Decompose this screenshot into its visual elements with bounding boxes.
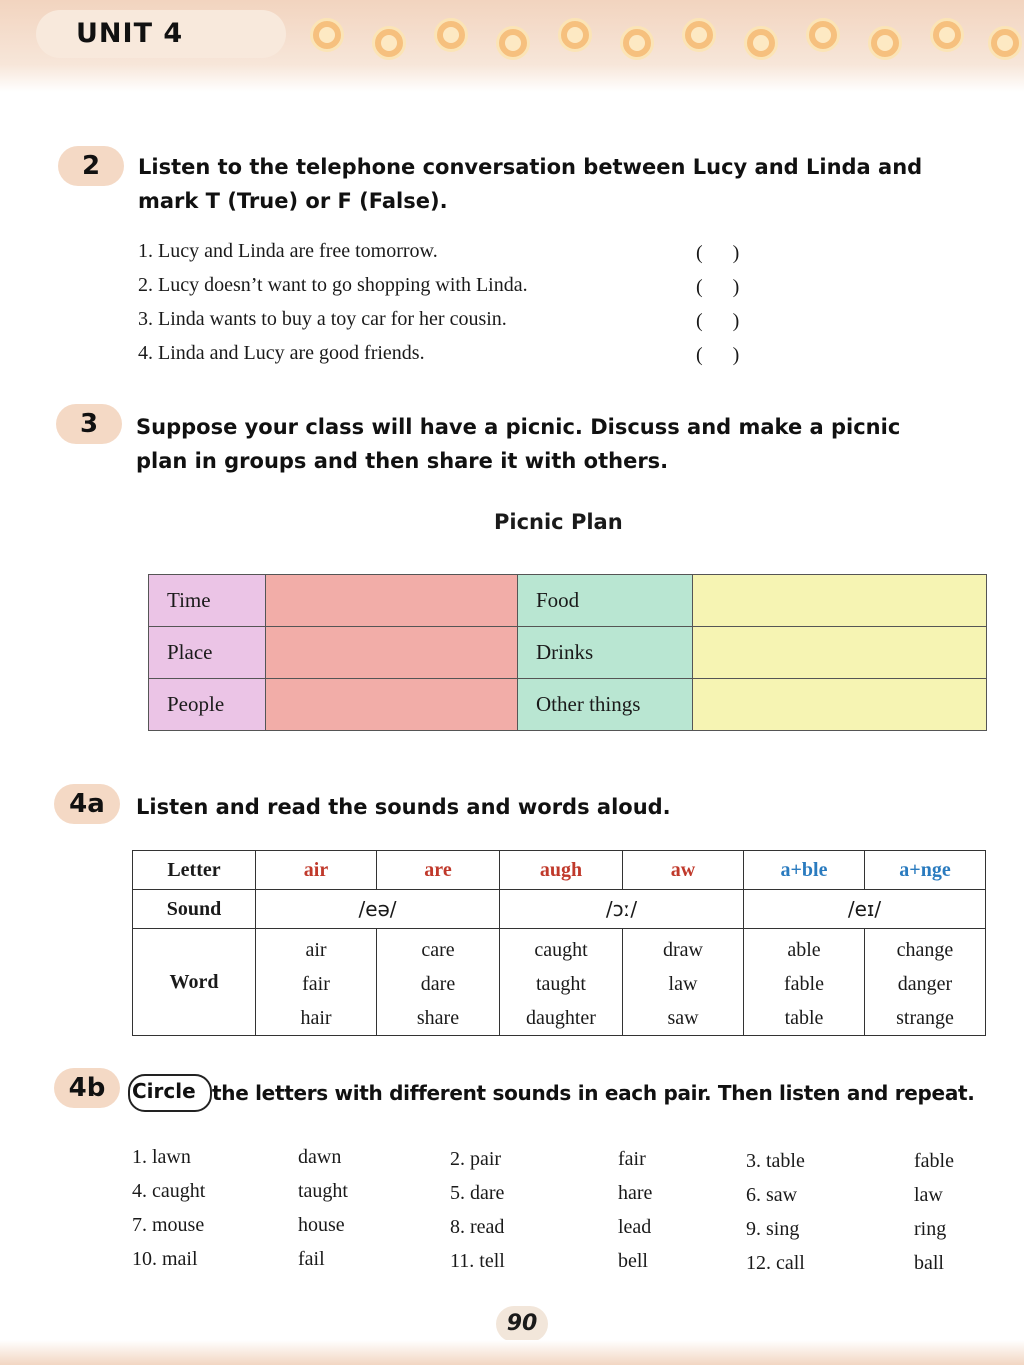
picnic-plan-table — [148, 574, 987, 731]
plan-input-cell[interactable] — [266, 575, 518, 627]
plan-label-place: Place — [149, 627, 266, 679]
word: change — [896, 939, 954, 961]
word: care — [421, 939, 455, 961]
statement-item: 3. Linda wants to buy a toy car for her cousin. — [138, 308, 507, 330]
spelling-aw: aw — [623, 851, 744, 890]
word: fable — [784, 973, 824, 995]
pair-word[interactable]: 6. saw — [746, 1184, 798, 1206]
statement-item: 2. Lucy doesn’t want to go shopping with Linda. — [138, 274, 528, 296]
pair-word[interactable]: 9. sing — [746, 1218, 800, 1240]
plan-input-cell[interactable] — [266, 679, 518, 731]
section-4b-circle-word: Circle — [132, 1079, 196, 1103]
pair-word[interactable]: fable — [914, 1150, 954, 1172]
pair-word[interactable]: 12. call — [746, 1252, 805, 1274]
dot-icon — [558, 18, 592, 52]
pair-word[interactable]: fail — [298, 1248, 325, 1270]
spelling-a-ble: a+ble — [744, 851, 865, 890]
statement-item: 4. Linda and Lucy are good friends. — [138, 342, 425, 364]
word: danger — [897, 973, 953, 995]
word: daughter — [526, 1007, 596, 1029]
section-3-number: 3 — [56, 404, 122, 444]
answer-blank[interactable]: ( ) — [696, 310, 740, 332]
dot-icon — [310, 18, 344, 52]
sound-symbol: /eɪ/ — [744, 890, 986, 929]
table-row — [149, 575, 987, 627]
pair-word[interactable]: fair — [618, 1148, 646, 1170]
pair-word[interactable]: 10. mail — [132, 1248, 198, 1270]
spelling-air: air — [256, 851, 377, 890]
answer-blank[interactable]: ( ) — [696, 344, 740, 366]
word: caught — [534, 939, 588, 961]
plan-input-cell[interactable] — [693, 627, 987, 679]
spelling-augh: augh — [500, 851, 623, 890]
table-row — [133, 929, 986, 1036]
pair-word[interactable]: 1. lawn — [132, 1146, 191, 1168]
pair-word[interactable]: 3. table — [746, 1150, 805, 1172]
pair-word[interactable]: ball — [914, 1252, 944, 1274]
spelling-a-nge: a+nge — [865, 851, 986, 890]
dot-icon — [372, 26, 406, 60]
dot-icon — [930, 18, 964, 52]
word-cell — [744, 929, 865, 1036]
plan-input-cell[interactable] — [266, 627, 518, 679]
pair-word[interactable]: ring — [914, 1218, 947, 1240]
dot-icon — [496, 26, 530, 60]
section-4b-instruction: the letters with different sounds in each pair. Then listen and repeat. — [212, 1081, 975, 1105]
answer-blank[interactable]: ( ) — [696, 242, 740, 264]
dot-icon — [806, 18, 840, 52]
table-row — [133, 890, 986, 929]
row-label-word: Word — [133, 929, 256, 1036]
section-4a-instruction: Listen and read the sounds and words aloud. — [136, 795, 671, 819]
plan-label-drinks: Drinks — [518, 627, 693, 679]
dot-icon — [620, 26, 654, 60]
pair-word[interactable]: house — [298, 1214, 345, 1236]
pair-word[interactable]: 4. caught — [132, 1180, 206, 1202]
answer-blank[interactable]: ( ) — [696, 276, 740, 298]
table-row — [133, 851, 986, 890]
word-cell — [256, 929, 377, 1036]
plan-label-other-things: Other things — [518, 679, 693, 731]
pair-word[interactable]: 2. pair — [450, 1148, 502, 1170]
pair-word[interactable]: hare — [618, 1182, 653, 1204]
pair-word[interactable]: 11. tell — [450, 1250, 505, 1272]
dot-icon — [682, 18, 716, 52]
dot-icon — [868, 26, 902, 60]
word: saw — [667, 1007, 699, 1029]
section-2-instruction-line1: Listen to the telephone conversation between Lucy and Linda and — [138, 155, 923, 179]
table-row — [149, 679, 987, 731]
word-cell — [500, 929, 623, 1036]
plan-input-cell[interactable] — [693, 575, 987, 627]
word: law — [668, 973, 698, 995]
pair-word[interactable]: bell — [618, 1250, 648, 1272]
decorative-dots — [300, 12, 1024, 62]
dot-icon — [434, 18, 468, 52]
word: share — [416, 1007, 460, 1029]
word-cell — [865, 929, 986, 1036]
word: hair — [300, 1007, 332, 1029]
plan-label-time: Time — [149, 575, 266, 627]
picnic-plan-title: Picnic Plan — [494, 510, 623, 534]
plan-label-food: Food — [518, 575, 693, 627]
section-3-instruction-line1: Suppose your class will have a picnic. Discuss and make a picnic — [136, 415, 901, 439]
word: table — [784, 1007, 824, 1029]
section-2-instruction-line2: mark T (True) or F (False). — [138, 189, 448, 213]
table-row — [149, 627, 987, 679]
section-4a-number: 4a — [54, 784, 120, 824]
pair-word[interactable]: taught — [298, 1180, 348, 1202]
pair-word[interactable]: lead — [618, 1216, 652, 1238]
unit-title: UNIT 4 — [76, 18, 184, 49]
section-4b-number: 4b — [54, 1068, 120, 1108]
plan-input-cell[interactable] — [693, 679, 987, 731]
row-label-sound: Sound — [133, 890, 256, 929]
word: strange — [896, 1007, 954, 1029]
section-3-instruction-line2: plan in groups and then share it with others. — [136, 449, 669, 473]
statement-item: 1. Lucy and Linda are free tomorrow. — [138, 240, 438, 262]
word: fair — [302, 973, 330, 995]
sound-symbol: /ɔː/ — [500, 890, 744, 929]
dot-icon — [988, 26, 1022, 60]
page-number: 90 — [496, 1306, 548, 1342]
word-cell — [623, 929, 744, 1036]
sound-symbol: /eə/ — [256, 890, 500, 929]
pair-word[interactable]: 5. dare — [450, 1182, 505, 1204]
sounds-table — [132, 850, 986, 1036]
word: draw — [663, 939, 703, 961]
pair-word[interactable]: 7. mouse — [132, 1214, 205, 1236]
word-cell — [377, 929, 500, 1036]
word: dare — [420, 973, 456, 995]
word: air — [305, 939, 327, 961]
dot-icon — [744, 26, 778, 60]
pair-word[interactable]: law — [914, 1184, 943, 1206]
page-footer — [0, 1340, 1024, 1365]
plan-label-people: People — [149, 679, 266, 731]
pair-word[interactable]: dawn — [298, 1146, 342, 1168]
pair-word[interactable]: 8. read — [450, 1216, 505, 1238]
word: taught — [536, 973, 586, 995]
section-2-number: 2 — [58, 146, 124, 186]
word: able — [787, 939, 821, 961]
spelling-are: are — [377, 851, 500, 890]
row-label-letter: Letter — [133, 851, 256, 890]
page-header — [0, 0, 1024, 92]
